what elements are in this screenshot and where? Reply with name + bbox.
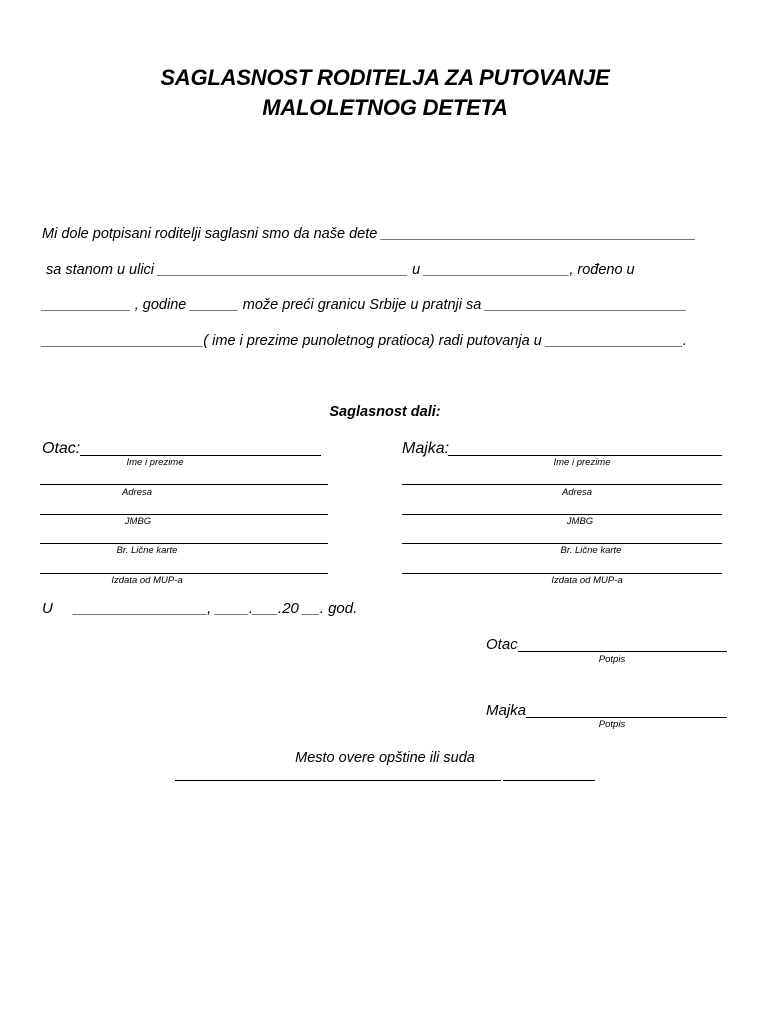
body-line-1: Mi dole potpisani roditelji saglasni smo da naše dete _______________________________________ (42, 226, 696, 242)
father-caption-address: Adresa (121, 487, 153, 498)
mother-label: Majka: (402, 440, 450, 457)
place-date-line: U ________________, ____.___.20 __. god. (42, 600, 358, 617)
father-name-line (80, 455, 321, 456)
mother-signature-caption: Potpis (598, 719, 626, 730)
father-caption-name: Ime i prezime (126, 457, 184, 468)
father-id-line (40, 543, 328, 544)
verification-line-2 (503, 780, 595, 781)
father-jmbg-line (40, 514, 328, 515)
verification-place-label: Mesto overe opštine ili suda (295, 750, 475, 766)
father-signature-label: Otac (486, 636, 518, 653)
mother-issued-line (402, 573, 722, 574)
father-address-line (40, 484, 328, 485)
father-caption-id: Br. Lične karte (116, 545, 178, 556)
mother-caption-jmbg: JMBG (566, 516, 594, 527)
mother-name-line (448, 455, 722, 456)
mother-jmbg-line (402, 514, 722, 515)
form-title-line-2: MALOLETNOG DETETA (262, 95, 508, 120)
father-issued-line (40, 573, 328, 574)
father-caption-issued: Izdata od MUP-a (111, 575, 183, 586)
mother-caption-address: Adresa (561, 487, 593, 498)
mother-signature-line (526, 717, 727, 718)
mother-id-line (402, 543, 722, 544)
father-signature-line (518, 651, 727, 652)
form-title-line-1: SAGLASNOST RODITELJA ZA PUTOVANJE (160, 65, 610, 90)
body-line-4: ____________________( ime i prezime punoletnog pratioca) radi putovanja u _________________. (42, 333, 687, 349)
mother-caption-name: Ime i prezime (553, 457, 611, 468)
father-label: Otac: (42, 440, 81, 457)
mother-caption-id: Br. Lične karte (560, 545, 622, 556)
body-line-3: ___________ , godine ______ može preći granicu Srbije u pratnji sa _________________________ (42, 297, 687, 313)
mother-caption-issued: Izdata od MUP-a (551, 575, 623, 586)
father-caption-jmbg: JMBG (124, 516, 152, 527)
body-line-2: sa stanom u ulici _______________________________ u __________________, rođeno u (42, 262, 635, 278)
mother-address-line (402, 484, 722, 485)
father-signature-caption: Potpis (598, 654, 626, 665)
mother-signature-label: Majka (486, 702, 527, 719)
consent-heading: Saglasnost dali: (329, 404, 441, 420)
verification-line-1 (175, 780, 501, 781)
